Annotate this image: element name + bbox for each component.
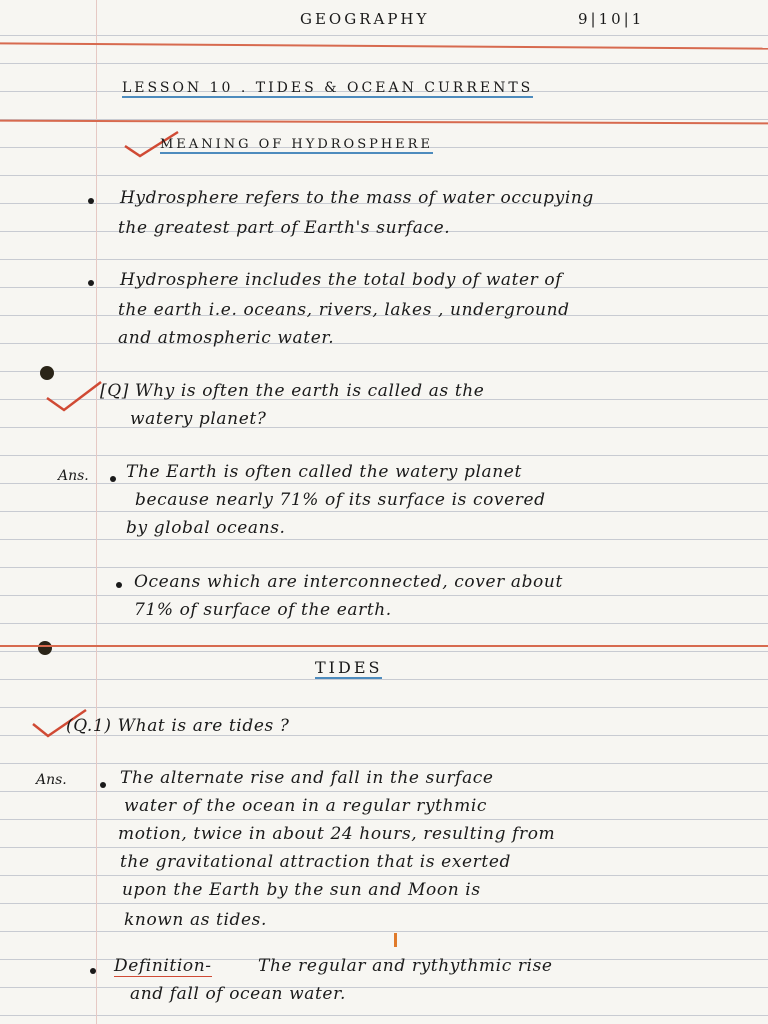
bullet-icon xyxy=(100,782,106,788)
answer-label: Ans. xyxy=(58,468,89,484)
answer2-line6: known as tides. xyxy=(124,910,267,930)
answer1-line1: The Earth is often called the watery planet xyxy=(126,462,522,482)
orange-tick-mark xyxy=(394,933,397,947)
bullet2-line1: Hydrosphere includes the total body of water of xyxy=(120,270,563,290)
bullet2-line3: and atmospheric water. xyxy=(118,328,335,348)
definition-label: Definition- xyxy=(114,956,212,976)
section-heading-tides: TIDES xyxy=(315,658,383,677)
bullet1-line1: Hydrosphere refers to the mass of water occupying xyxy=(120,188,594,208)
definition-line2: and fall of ocean water. xyxy=(130,984,346,1004)
section-red-line xyxy=(0,645,768,647)
section-heading-hydrosphere: MEANING OF HYDROSPHERE xyxy=(160,137,433,152)
bullet-icon xyxy=(90,968,96,974)
bullet-icon xyxy=(88,280,94,286)
date: 9|10|1 xyxy=(578,10,645,28)
answer2-line4: the gravitational attraction that is exerted xyxy=(120,852,511,872)
bullet1-line2: the greatest part of Earth's surface. xyxy=(118,218,451,238)
question1-line1: [Q] Why is often the earth is called as the xyxy=(100,381,485,401)
question1-line2: watery planet? xyxy=(130,409,267,429)
bullet-icon xyxy=(88,198,94,204)
bullet-icon xyxy=(110,476,116,482)
answer1-line2: because nearly 71% of its surface is covered xyxy=(135,490,546,510)
answer2-line5: upon the Earth by the sun and Moon is xyxy=(122,880,481,900)
answer-label: Ans. xyxy=(36,772,67,788)
margin-line xyxy=(96,0,97,1024)
subject-title: GEOGRAPHY xyxy=(300,10,430,28)
answer2-line2: water of the ocean in a regular rythmic xyxy=(124,796,488,816)
point-line1: Oceans which are interconnected, cover about xyxy=(134,572,563,592)
answer2-line1: The alternate rise and fall in the surface xyxy=(120,768,494,788)
point-line2: 71% of surface of the earth. xyxy=(134,600,392,620)
answer1-line3: by global oceans. xyxy=(126,518,286,538)
bullet-icon xyxy=(116,582,122,588)
question2: (Q.1) What is are tides ? xyxy=(66,716,290,736)
binder-hole xyxy=(38,641,52,655)
lesson-red-line xyxy=(0,120,768,125)
definition-line1: The regular and rythythmic rise xyxy=(258,956,553,976)
answer2-line3: motion, twice in about 24 hours, resulting from xyxy=(118,824,556,844)
bullet2-line2: the earth i.e. oceans, rivers, lakes , underground xyxy=(118,300,570,320)
header-red-line xyxy=(0,42,768,49)
lesson-title: LESSON 10 . TIDES & OCEAN CURRENTS xyxy=(122,80,534,96)
check-mark-icon xyxy=(44,378,104,414)
